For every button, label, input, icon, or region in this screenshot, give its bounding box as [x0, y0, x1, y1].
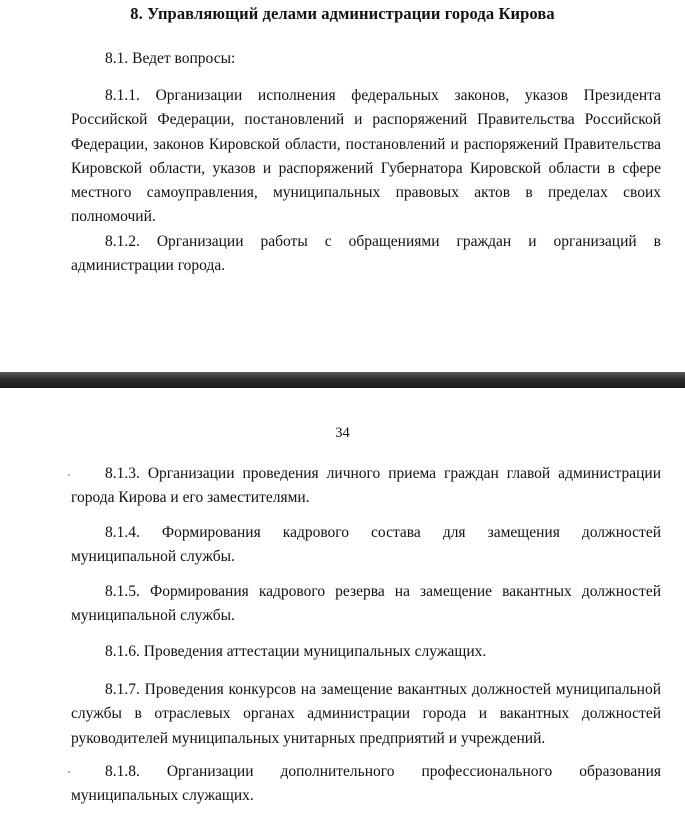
paragraph-8-1-4: 8.1.4. Формирования кадрового состава для замещения должностей муниципальной службы.: [71, 524, 661, 566]
section-intro: 8.1. Ведет вопросы:: [105, 50, 236, 67]
scan-speck: [68, 771, 70, 773]
scan-speck: [68, 474, 70, 476]
page-break-bar: [0, 372, 685, 388]
paragraph-8-1-6: 8.1.6. Проведения аттестации муниципальных служащих.: [105, 643, 487, 660]
document-page-bottom: [0, 388, 685, 816]
paragraph-8-1-7: 8.1.7. Проведения конкурсов на замещение вакантных должностей муниципальной службы в отраслевых органах администрации города и вакантных должностей руководителей муниципальных унитарных предприятий и учреждений.: [71, 681, 661, 747]
paragraph-8-1-1: 8.1.1. Организации исполнения федеральных законов, указов Президента Российской Федерации, постановлений и распоряжений Правительства Российской Федерации, законов Кировской области, постановлений и распоряжений Правительства Кировской области, указов и распоряжений Губернатора Кировской области в сфере местного самоуправления, муниципальных правовых актов в пределах своих полномочий.: [71, 87, 661, 226]
document-page-top: [0, 0, 685, 372]
section-heading: 8. Управляющий делами администрации города Кирова: [130, 4, 555, 23]
paragraph-8-1-3: 8.1.3. Организации проведения личного приема граждан главой администрации города Кирова и его заместителями.: [71, 465, 661, 507]
paragraph-8-1-2: 8.1.2. Организации работы с обращениями граждан и организаций в администрации города.: [71, 233, 661, 275]
paragraph-8-1-8: 8.1.8. Организации дополнительного профессионального образования муниципальных служащих.: [71, 763, 661, 805]
page-number: 34: [335, 425, 350, 441]
paragraph-8-1-5: 8.1.5. Формирования кадрового резерва на замещение вакантных должностей муниципальной службы.: [71, 583, 661, 625]
